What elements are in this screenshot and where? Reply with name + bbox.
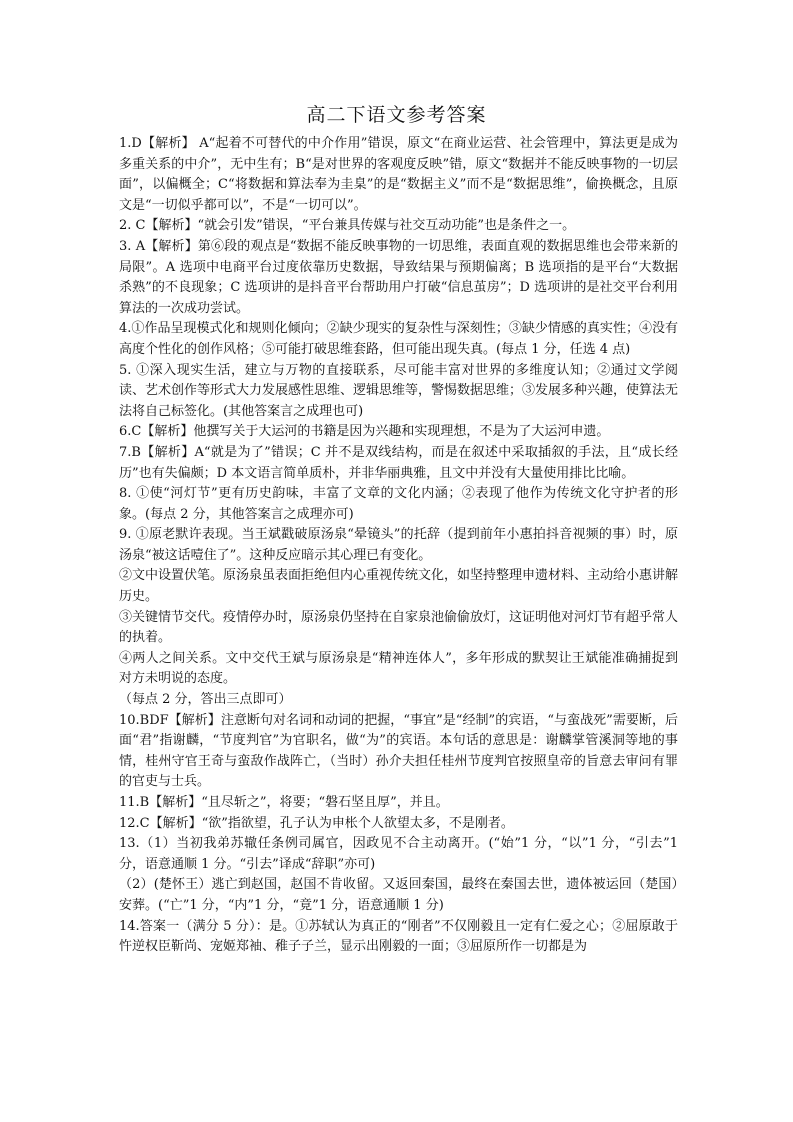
answer-6: 6.C【解析】他撰写关于大运河的书籍是因为兴趣和实现理想，不是为了大运河申遗。 [119,424,610,440]
answer-7: 7.B【解析】A“就是为了”错误；C 并不是双线结构，而是在叙述中采取插叙的手法，且“成长经历”也有失偏颇；D 本文语言简单质朴，并非华丽典雅，且文中并没有大量使用排比比喻。 [119,444,678,481]
answer-3: 3. A【解析】第⑥段的观点是“数据不能反映事物的一切思维，表面直观的数据思维也会带来新的局限”。A 选项中电商平台过度依靠历史数据，导致结果与预期偏离；B 选项指的是平台“大数据杀熟”的不良现象；C 选项讲的是抖音平台帮助用户打破“信息茧房”；D 选项讲的是社交平台利用算法的一次成功尝试。 [119,238,678,316]
answer-9-point-2: ②文中设置伏笔。原汤泉虽表面拒绝但内心重视传统文化，如坚持整理申遗材料、主动给小惠讲解历史。 [119,568,679,605]
answer-9-point-4: ④两人之间关系。文中交代王斌与原汤泉是“精神连体人”，多年形成的默契让王斌能准确捕捉到对方未明说的态度。 [119,650,678,687]
page-title: 高二下语文参考答案 [306,104,487,126]
answer-13-part-1: 13.（1）当初我弟苏辙任条例司属官，因政见不合主动离开。(“始”1 分，“以”1 分，“引去”1 分，语意通顺 1 分。“引去”译成“辞职”亦可) [119,836,678,872]
answer-10: 10.BDF【解析】注意断句对名词和动词的把握，“事宜”是“经制”的宾语，“与蛮战死”需要断，后面“君”指谢麟，“节度判官”为官职名，做“为”的宾语。本句话的意思是：谢麟掌管溪洞等地的事情，桂州守官王奇与蛮敌作战阵亡，（当时）孙介夫担任桂州节度判官按照皇帝的旨意去审问有罪的官吏与士兵。 [119,712,678,790]
answer-5: 5. ①深入现实生活，建立与万物的直接联系，尽可能丰富对世界的多维度认知；②通过文学阅读、艺术创作等形式大力发展感性思维、逻辑思维等，警惕数据思维；③发展多种兴趣，使算法无法将自己标签化。(其他答案言之成理也可) [119,362,679,419]
answer-13-part-2: （2）(楚怀王）逃亡到赵国，赵国不肯收留。又返回秦国，最终在秦国去世，遗体被运回（楚国）安葬。(“亡”1 分，“内”1 分，“竟”1 分，语意通顺 1 分) [119,877,678,913]
answer-8: 8. ①使“河灯节”更有历史韵味，丰富了文章的文化内涵；②表现了他作为传统文化守护者的形象。(每点 2 分，其他答案言之成理亦可) [119,486,678,522]
answer-2: 2. C【解析】“就会引发”错误，“平台兼具传媒与社交互动功能”也是条件之一。 [119,218,576,234]
answer-12: 12.C【解析】“欲”指欲望，孔子认为申枨个人欲望太多，不是刚者。 [119,815,514,831]
answer-9-point-3: ③关键情节交代。疫情停办时，原汤泉仍坚持在自家泉池偷偷放灯，这证明他对河灯节有超乎常人的执着。 [119,609,679,646]
answer-4: 4.①作品呈现模式化和规则化倾向；②缺少现实的复杂性与深刻性；③缺少情感的真实性；④没有高度个性化的创作风格；⑤可能打破思维套路，但可能出现失真。(每点 1 分，任选 4 点) [119,321,678,357]
answer-body [119,134,678,958]
answer-14: 14.答案一（满分 5 分）：是。①苏轼认为真正的“刚者”不仅刚毅且一定有仁爱之心；②屈原敢于忤逆权臣靳尚、宠姬郑袖、稚子子兰，显示出刚毅的一面；③屈原所作一切都是为 [119,918,678,955]
answer-1: 1.D【解析】 A“起着不可替代的中介作用”错误，原文“在商业运营、社会管理中，算法更是成为多重关系的中介”，无中生有；B“是对世界的客观度反映”错，原文“数据并不能反映事物的一切层面”，以偏概全；C“将数据和算法奉为圭臬”的是“数据主义”而不是“数据思维”，偷换概念，且原文是“一切似乎都可以”，不是“一切可以”。 [119,136,678,213]
answer-9-point-1: 9. ①原老默许表现。当王斌戳破原汤泉“晕镜头”的托辞（提到前年小惠拍抖音视频的事）时，原汤泉“被这话噎住了”。这种反应暗示其心理已有变化。 [119,527,678,563]
answer-11: 11.B【解析】“且尽斩之”，将要；“磐石坚且厚”，并且。 [119,795,449,810]
answer-9-scoring-note: （每点 2 分，答出三点即可） [119,692,292,708]
